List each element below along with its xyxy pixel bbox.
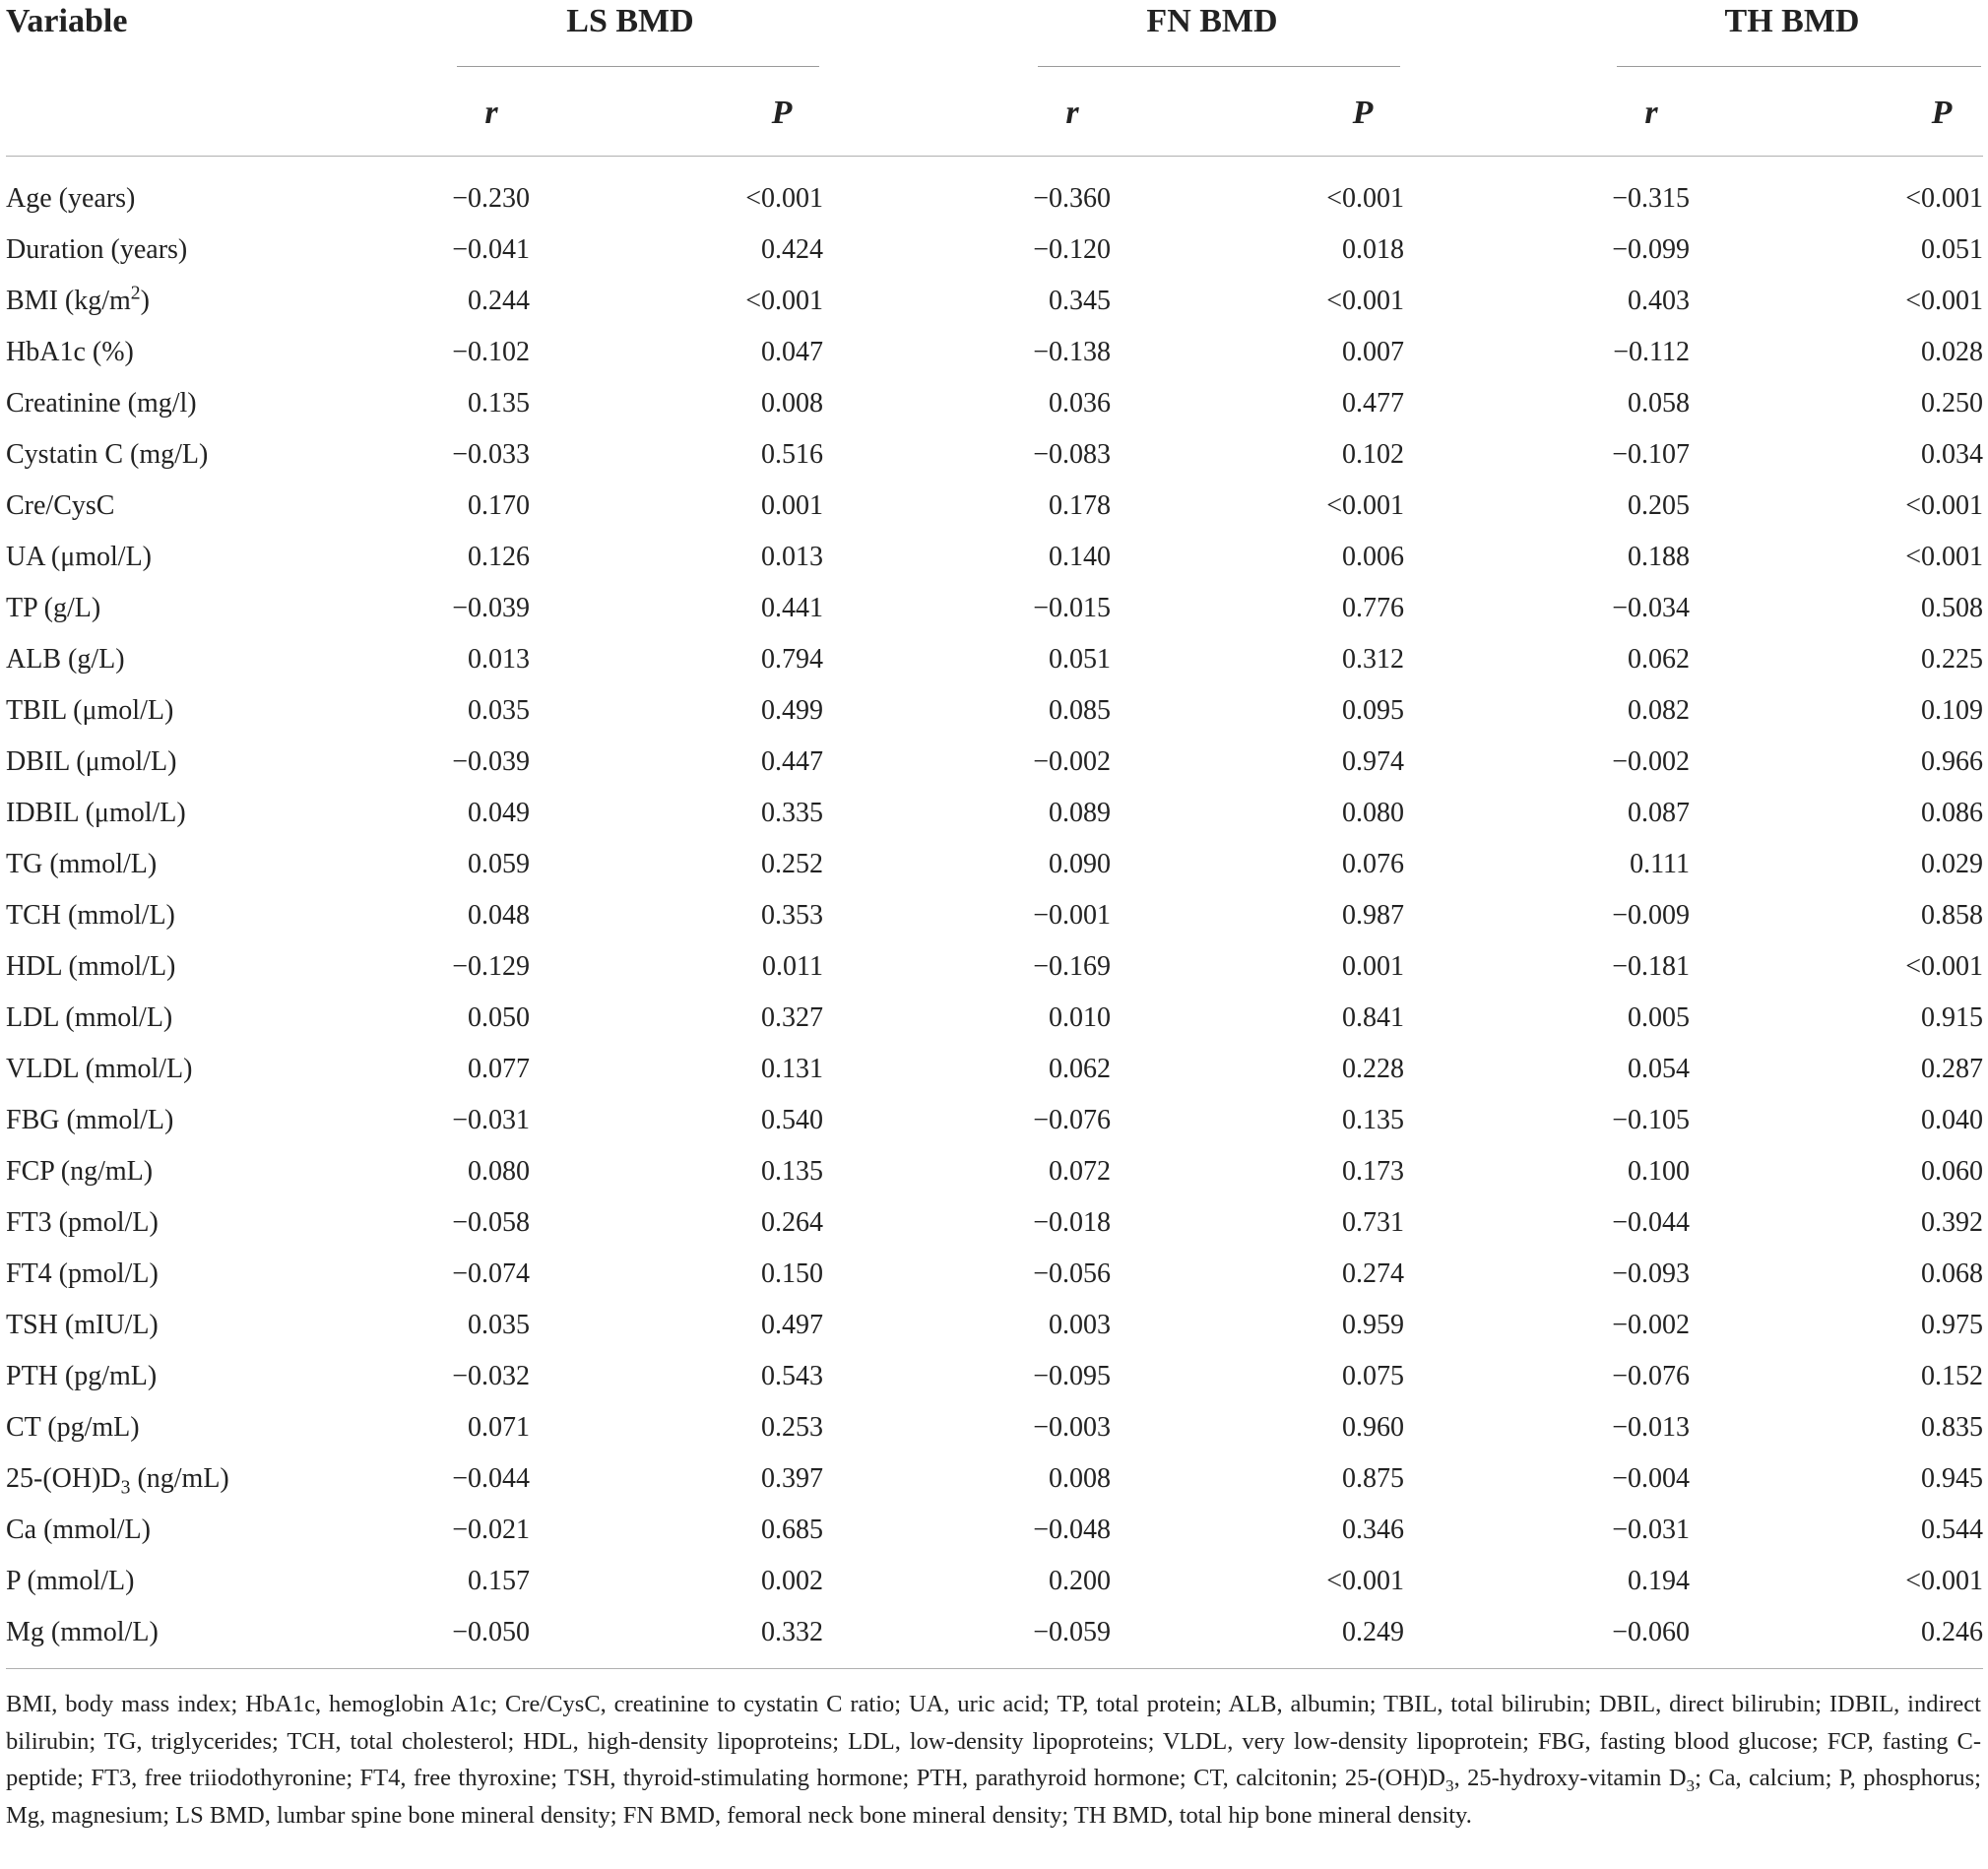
cell-ls-p: 0.047 xyxy=(761,337,823,367)
cell-variable xyxy=(6,1306,159,1345)
variable-name: TG (mmol/L) xyxy=(6,849,158,879)
cell-variable xyxy=(6,179,135,219)
cell-fn-r: −0.169 xyxy=(1033,951,1111,982)
cell-ls-r: −0.050 xyxy=(452,1617,530,1647)
table-row xyxy=(0,486,1988,538)
variable-name: Cystatin C (mg/L) xyxy=(6,439,209,470)
cell-variable xyxy=(6,282,150,321)
cell-fn-r: −0.138 xyxy=(1033,337,1111,367)
table-body xyxy=(0,179,1988,1664)
variable-name: CT (pg/mL) xyxy=(6,1412,140,1443)
cell-ls-p: 0.794 xyxy=(761,644,823,675)
cell-th-r: −0.315 xyxy=(1612,183,1690,214)
cell-fn-r: −0.083 xyxy=(1033,439,1111,470)
cell-fn-p: 0.731 xyxy=(1342,1207,1404,1238)
variable-name: IDBIL (μmol/L) xyxy=(6,798,186,828)
cell-ls-p: 0.353 xyxy=(761,900,823,931)
variable-name: Mg (mmol/L) xyxy=(6,1617,159,1647)
cell-fn-r: 0.345 xyxy=(1049,286,1111,316)
cell-ls-p: <0.001 xyxy=(745,286,823,316)
cell-ls-p: 0.131 xyxy=(761,1054,823,1084)
cell-fn-p: 0.841 xyxy=(1342,1002,1404,1033)
variable-name-suffix: ) xyxy=(140,286,150,316)
variable-name: TCH (mmol/L) xyxy=(6,900,175,931)
table-row xyxy=(0,947,1988,999)
cell-ls-p: <0.001 xyxy=(745,183,823,214)
cell-ls-p: 0.447 xyxy=(761,746,823,777)
cell-fn-p: 0.135 xyxy=(1342,1105,1404,1135)
footnote-part-1: BMI, body mass index; HbA1c, hemoglobin A1c; Cre/CysC, creatinine to cystatin C ratio; UA, uric acid; TP, total protein; ALB, albumin; TBIL, total bilirubin; DBIL, direct bilirubin; IDBIL, indirect bilirubin; TG, triglycerides; TCH, total cholesterol; HDL, high-density lipoproteins; LDL, low-density lipoproteins; VLDL, very low-density lipoprotein; FBG, fasting blood glucose; FCP, fasting C-peptide; FT3, free triiodothyronine; FT4, free thyroxine; TSH, thyroid-stimulating hormone; PTH, parathyroid hormone; CT, calcitonin; 25-(OH)D xyxy=(6,1691,1981,1791)
cell-fn-p: 0.875 xyxy=(1342,1463,1404,1494)
cell-variable xyxy=(6,1357,157,1396)
cell-th-p: 0.040 xyxy=(1921,1105,1983,1135)
cell-variable xyxy=(6,1152,153,1192)
table-row xyxy=(0,1050,1988,1101)
cell-ls-r: −0.129 xyxy=(452,951,530,982)
cell-ls-p: 0.441 xyxy=(761,593,823,623)
cell-variable xyxy=(6,1613,159,1652)
cell-ls-p: 0.335 xyxy=(761,798,823,828)
cell-variable xyxy=(6,947,175,987)
cell-th-r: 0.058 xyxy=(1628,388,1690,419)
subheader-th-p: P xyxy=(1931,95,1953,131)
variable-name: FT4 (pmol/L) xyxy=(6,1258,159,1289)
table-row xyxy=(0,640,1988,691)
cell-ls-r: −0.032 xyxy=(452,1361,530,1391)
cell-th-r: 0.054 xyxy=(1628,1054,1690,1084)
cell-ls-r: 0.048 xyxy=(468,900,530,931)
cell-fn-p: 0.228 xyxy=(1342,1054,1404,1084)
table-row xyxy=(0,794,1988,845)
cell-fn-r: 0.140 xyxy=(1049,542,1111,572)
cell-ls-r: 0.244 xyxy=(468,286,530,316)
cell-th-p: 0.068 xyxy=(1921,1258,1983,1289)
cell-th-r: −0.004 xyxy=(1612,1463,1690,1494)
cell-th-p: 0.392 xyxy=(1921,1207,1983,1238)
cell-variable xyxy=(6,384,197,423)
cell-ls-r: 0.035 xyxy=(468,695,530,726)
variable-name: P (mmol/L) xyxy=(6,1566,135,1596)
cell-th-p: 0.835 xyxy=(1921,1412,1983,1443)
cell-ls-p: 0.540 xyxy=(761,1105,823,1135)
variable-name: DBIL (μmol/L) xyxy=(6,746,177,777)
cell-variable xyxy=(6,1408,140,1448)
cell-fn-p: 0.346 xyxy=(1342,1515,1404,1545)
cell-variable xyxy=(6,538,152,577)
cell-ls-p: 0.332 xyxy=(761,1617,823,1647)
cell-fn-p: 0.076 xyxy=(1342,849,1404,879)
cell-ls-r: −0.044 xyxy=(452,1463,530,1494)
table-row xyxy=(0,845,1988,896)
cell-fn-r: 0.036 xyxy=(1049,388,1111,419)
table-row xyxy=(0,1562,1988,1613)
cell-fn-p: 0.001 xyxy=(1342,951,1404,982)
cell-fn-r: 0.010 xyxy=(1049,1002,1111,1033)
cell-ls-p: 0.008 xyxy=(761,388,823,419)
cell-th-r: −0.009 xyxy=(1612,900,1690,931)
cell-ls-p: 0.543 xyxy=(761,1361,823,1391)
footnote-part-3: ; Ca, calcium; P, phosphorus; Mg, magnesium; LS BMD, lumbar spine bone mineral density; FN BMD, femoral neck bone mineral density; TH BMD, total hip bone mineral density. xyxy=(6,1765,1981,1829)
cell-th-r: 0.100 xyxy=(1628,1156,1690,1187)
cell-th-p: 0.508 xyxy=(1921,593,1983,623)
cell-ls-r: −0.039 xyxy=(452,593,530,623)
cell-th-r: −0.060 xyxy=(1612,1617,1690,1647)
cell-fn-r: −0.015 xyxy=(1033,593,1111,623)
cell-fn-p: 0.987 xyxy=(1342,900,1404,931)
cell-th-p: 0.028 xyxy=(1921,337,1983,367)
cell-ls-p: 0.497 xyxy=(761,1310,823,1340)
cell-fn-p: 0.102 xyxy=(1342,439,1404,470)
cell-ls-r: 0.126 xyxy=(468,542,530,572)
variable-subscript: 3 xyxy=(120,1477,131,1499)
cell-fn-r: −0.076 xyxy=(1033,1105,1111,1135)
footnote-part-2: , 25-hydroxy-vitamin D xyxy=(1453,1765,1687,1791)
table-row xyxy=(0,896,1988,947)
cell-fn-p: <0.001 xyxy=(1326,1566,1404,1596)
cell-ls-p: 0.013 xyxy=(761,542,823,572)
cell-ls-p: 0.001 xyxy=(761,490,823,521)
cell-fn-p: 0.173 xyxy=(1342,1156,1404,1187)
cell-fn-p: 0.249 xyxy=(1342,1617,1404,1647)
cell-ls-r: −0.041 xyxy=(452,234,530,265)
cell-th-r: −0.181 xyxy=(1612,951,1690,982)
cell-th-p: 0.544 xyxy=(1921,1515,1983,1545)
cell-th-r: −0.105 xyxy=(1612,1105,1690,1135)
variable-name: 25-(OH)D xyxy=(6,1463,121,1494)
table-row xyxy=(0,1101,1988,1152)
cell-th-r: −0.099 xyxy=(1612,234,1690,265)
variable-name-suffix: (ng/mL) xyxy=(130,1463,229,1494)
cell-ls-p: 0.252 xyxy=(761,849,823,879)
cell-variable xyxy=(6,742,176,782)
subheader-fn-r: r xyxy=(1065,95,1079,131)
cell-th-p: 0.051 xyxy=(1921,234,1983,265)
cell-th-p: 0.975 xyxy=(1921,1310,1983,1340)
cell-th-r: 0.082 xyxy=(1628,695,1690,726)
cell-fn-r: −0.095 xyxy=(1033,1361,1111,1391)
cell-fn-r: −0.120 xyxy=(1033,234,1111,265)
table-row xyxy=(0,179,1988,230)
cell-fn-r: 0.062 xyxy=(1049,1054,1111,1084)
cell-fn-p: 0.477 xyxy=(1342,388,1404,419)
cell-variable xyxy=(6,896,175,935)
cell-ls-r: 0.080 xyxy=(468,1156,530,1187)
header-variable: Variable xyxy=(6,3,128,39)
cell-fn-p: 0.312 xyxy=(1342,644,1404,675)
cell-th-r: 0.205 xyxy=(1628,490,1690,521)
cell-fn-r: 0.003 xyxy=(1049,1310,1111,1340)
table-row xyxy=(0,1357,1988,1408)
cell-fn-r: −0.048 xyxy=(1033,1515,1111,1545)
cell-ls-r: 0.013 xyxy=(468,644,530,675)
cell-ls-p: 0.685 xyxy=(761,1515,823,1545)
cell-variable xyxy=(6,845,157,884)
header-rule xyxy=(6,156,1983,157)
cell-fn-p: 0.776 xyxy=(1342,593,1404,623)
cell-fn-p: 0.080 xyxy=(1342,798,1404,828)
cell-fn-p: 0.095 xyxy=(1342,695,1404,726)
cell-ls-r: −0.031 xyxy=(452,1105,530,1135)
cell-th-r: 0.087 xyxy=(1628,798,1690,828)
cell-th-r: −0.031 xyxy=(1612,1515,1690,1545)
cell-variable xyxy=(6,1050,192,1089)
cell-ls-p: 0.002 xyxy=(761,1566,823,1596)
cell-fn-r: −0.018 xyxy=(1033,1207,1111,1238)
table-row xyxy=(0,1408,1988,1459)
cell-fn-p: 0.018 xyxy=(1342,234,1404,265)
cell-ls-r: −0.102 xyxy=(452,337,530,367)
cell-variable xyxy=(6,999,172,1038)
cell-ls-r: 0.157 xyxy=(468,1566,530,1596)
cell-fn-r: 0.008 xyxy=(1049,1463,1111,1494)
cell-th-p: 0.086 xyxy=(1921,798,1983,828)
cell-th-p: 0.225 xyxy=(1921,644,1983,675)
subheader-th-r: r xyxy=(1644,95,1658,131)
variable-name: Cre/CysC xyxy=(6,490,115,521)
subheader-fn-p: P xyxy=(1352,95,1374,131)
cell-th-p: 0.858 xyxy=(1921,900,1983,931)
cell-fn-r: −0.059 xyxy=(1033,1617,1111,1647)
cell-th-p: <0.001 xyxy=(1905,183,1983,214)
cell-variable xyxy=(6,230,187,270)
cell-fn-r: 0.085 xyxy=(1049,695,1111,726)
variable-name: TP (g/L) xyxy=(6,593,101,623)
cell-th-p: <0.001 xyxy=(1905,490,1983,521)
variable-name: TBIL (μmol/L) xyxy=(6,695,174,726)
cell-th-p: 0.152 xyxy=(1921,1361,1983,1391)
cell-ls-p: 0.264 xyxy=(761,1207,823,1238)
cell-variable xyxy=(6,1511,151,1550)
cell-variable xyxy=(6,435,208,475)
cell-ls-r: 0.059 xyxy=(468,849,530,879)
variable-name: Creatinine (mg/l) xyxy=(6,388,197,419)
table-row xyxy=(0,282,1988,333)
cell-ls-r: 0.049 xyxy=(468,798,530,828)
cell-th-r: −0.013 xyxy=(1612,1412,1690,1443)
cell-variable xyxy=(6,794,186,833)
cell-fn-r: 0.090 xyxy=(1049,849,1111,879)
variable-name: FCP (ng/mL) xyxy=(6,1156,154,1187)
header-ls-bmd: LS BMD xyxy=(566,3,694,39)
variable-name: LDL (mmol/L) xyxy=(6,1002,173,1033)
cell-fn-p: 0.274 xyxy=(1342,1258,1404,1289)
table-row xyxy=(0,1459,1988,1511)
cell-fn-r: 0.178 xyxy=(1049,490,1111,521)
cell-variable xyxy=(6,589,100,628)
footnote-subscript-2: 3 xyxy=(1686,1775,1696,1795)
cell-fn-p: <0.001 xyxy=(1326,490,1404,521)
cell-th-p: <0.001 xyxy=(1905,1566,1983,1596)
cell-ls-r: 0.135 xyxy=(468,388,530,419)
cell-th-p: <0.001 xyxy=(1905,951,1983,982)
cell-fn-p: <0.001 xyxy=(1326,183,1404,214)
cell-th-p: <0.001 xyxy=(1905,542,1983,572)
cell-variable xyxy=(6,486,114,526)
cell-fn-r: 0.089 xyxy=(1049,798,1111,828)
cell-variable xyxy=(6,1255,159,1294)
group-underline-fn xyxy=(1038,66,1400,67)
table-footnote xyxy=(6,1686,1981,1834)
cell-ls-r: −0.033 xyxy=(452,439,530,470)
table-row xyxy=(0,742,1988,794)
cell-th-p: 0.966 xyxy=(1921,746,1983,777)
cell-th-r: −0.112 xyxy=(1613,337,1690,367)
cell-th-p: 0.945 xyxy=(1921,1463,1983,1494)
cell-fn-r: −0.360 xyxy=(1033,183,1111,214)
cell-variable xyxy=(6,1459,229,1499)
variable-name: PTH (pg/mL) xyxy=(6,1361,158,1391)
variable-name: HbA1c (%) xyxy=(6,337,134,367)
variable-name: Ca (mmol/L) xyxy=(6,1515,151,1545)
cell-variable xyxy=(6,333,134,372)
cell-fn-p: 0.974 xyxy=(1342,746,1404,777)
table-row xyxy=(0,435,1988,486)
table-row xyxy=(0,691,1988,742)
cell-th-r: −0.044 xyxy=(1612,1207,1690,1238)
cell-ls-r: 0.170 xyxy=(468,490,530,521)
cell-th-r: 0.111 xyxy=(1630,849,1690,879)
table-row xyxy=(0,538,1988,589)
table-row xyxy=(0,1613,1988,1664)
variable-name: UA (μmol/L) xyxy=(6,542,152,572)
cell-ls-p: 0.150 xyxy=(761,1258,823,1289)
subheader-ls-r: r xyxy=(484,95,498,131)
cell-fn-p: 0.007 xyxy=(1342,337,1404,367)
table-row xyxy=(0,384,1988,435)
cell-th-r: 0.403 xyxy=(1628,286,1690,316)
table-row xyxy=(0,230,1988,282)
cell-th-p: 0.915 xyxy=(1921,1002,1983,1033)
variable-name: FBG (mmol/L) xyxy=(6,1105,174,1135)
cell-ls-r: −0.230 xyxy=(452,183,530,214)
cell-ls-p: 0.135 xyxy=(761,1156,823,1187)
cell-th-p: 0.109 xyxy=(1921,695,1983,726)
cell-th-r: 0.062 xyxy=(1628,644,1690,675)
cell-th-r: 0.005 xyxy=(1628,1002,1690,1033)
group-underline-th xyxy=(1617,66,1981,67)
cell-fn-p: <0.001 xyxy=(1326,286,1404,316)
cell-fn-r: 0.200 xyxy=(1049,1566,1111,1596)
cell-ls-p: 0.424 xyxy=(761,234,823,265)
cell-th-p: 0.034 xyxy=(1921,439,1983,470)
header-fn-bmd: FN BMD xyxy=(1146,3,1278,39)
cell-ls-r: 0.035 xyxy=(468,1310,530,1340)
variable-name: ALB (g/L) xyxy=(6,644,125,675)
cell-th-r: 0.194 xyxy=(1628,1566,1690,1596)
variable-name: Age (years) xyxy=(6,183,136,214)
cell-ls-p: 0.516 xyxy=(761,439,823,470)
cell-th-p: 0.250 xyxy=(1921,388,1983,419)
table-row xyxy=(0,999,1988,1050)
cell-fn-p: 0.960 xyxy=(1342,1412,1404,1443)
cell-variable xyxy=(6,640,125,679)
cell-th-r: −0.002 xyxy=(1612,746,1690,777)
variable-name: VLDL (mmol/L) xyxy=(6,1054,193,1084)
table-row xyxy=(0,589,1988,640)
cell-fn-r: −0.001 xyxy=(1033,900,1111,931)
cell-th-p: 0.287 xyxy=(1921,1054,1983,1084)
cell-variable xyxy=(6,691,173,731)
cell-ls-p: 0.011 xyxy=(762,951,823,982)
cell-ls-p: 0.253 xyxy=(761,1412,823,1443)
table-row xyxy=(0,1255,1988,1306)
cell-fn-r: 0.051 xyxy=(1049,644,1111,675)
cell-ls-r: 0.071 xyxy=(468,1412,530,1443)
cell-ls-r: −0.074 xyxy=(452,1258,530,1289)
cell-th-p: 0.246 xyxy=(1921,1617,1983,1647)
cell-th-p: <0.001 xyxy=(1905,286,1983,316)
cell-ls-p: 0.499 xyxy=(761,695,823,726)
cell-ls-r: −0.021 xyxy=(452,1515,530,1545)
table-row xyxy=(0,333,1988,384)
cell-th-p: 0.029 xyxy=(1921,849,1983,879)
cell-th-r: −0.093 xyxy=(1612,1258,1690,1289)
cell-ls-r: −0.058 xyxy=(452,1207,530,1238)
cell-th-r: −0.034 xyxy=(1612,593,1690,623)
cell-variable xyxy=(6,1562,134,1601)
cell-variable xyxy=(6,1101,173,1140)
variable-superscript: 2 xyxy=(130,283,141,304)
cell-th-r: 0.188 xyxy=(1628,542,1690,572)
cell-fn-r: −0.056 xyxy=(1033,1258,1111,1289)
cell-fn-r: −0.002 xyxy=(1033,746,1111,777)
footer-rule xyxy=(6,1668,1983,1669)
cell-ls-p: 0.327 xyxy=(761,1002,823,1033)
variable-name: TSH (mIU/L) xyxy=(6,1310,159,1340)
table-row xyxy=(0,1306,1988,1357)
cell-ls-r: −0.039 xyxy=(452,746,530,777)
cell-th-p: 0.060 xyxy=(1921,1156,1983,1187)
cell-th-r: −0.076 xyxy=(1612,1361,1690,1391)
variable-name: BMI (kg/m xyxy=(6,286,131,316)
footnote-subscript-1: 3 xyxy=(1445,1775,1454,1795)
cell-ls-r: 0.077 xyxy=(468,1054,530,1084)
cell-fn-r: −0.003 xyxy=(1033,1412,1111,1443)
cell-th-r: −0.107 xyxy=(1612,439,1690,470)
cell-fn-p: 0.006 xyxy=(1342,542,1404,572)
header-th-bmd: TH BMD xyxy=(1724,3,1860,39)
variable-name: FT3 (pmol/L) xyxy=(6,1207,159,1238)
table-row xyxy=(0,1511,1988,1562)
variable-name: HDL (mmol/L) xyxy=(6,951,176,982)
cell-ls-r: 0.050 xyxy=(468,1002,530,1033)
table-row xyxy=(0,1152,1988,1203)
cell-fn-p: 0.075 xyxy=(1342,1361,1404,1391)
cell-variable xyxy=(6,1203,159,1243)
table-row xyxy=(0,1203,1988,1255)
cell-fn-p: 0.959 xyxy=(1342,1310,1404,1340)
cell-th-r: −0.002 xyxy=(1612,1310,1690,1340)
cell-ls-p: 0.397 xyxy=(761,1463,823,1494)
subheader-ls-p: P xyxy=(771,95,793,131)
cell-fn-r: 0.072 xyxy=(1049,1156,1111,1187)
variable-name: Duration (years) xyxy=(6,234,188,265)
group-underline-ls xyxy=(457,66,819,67)
